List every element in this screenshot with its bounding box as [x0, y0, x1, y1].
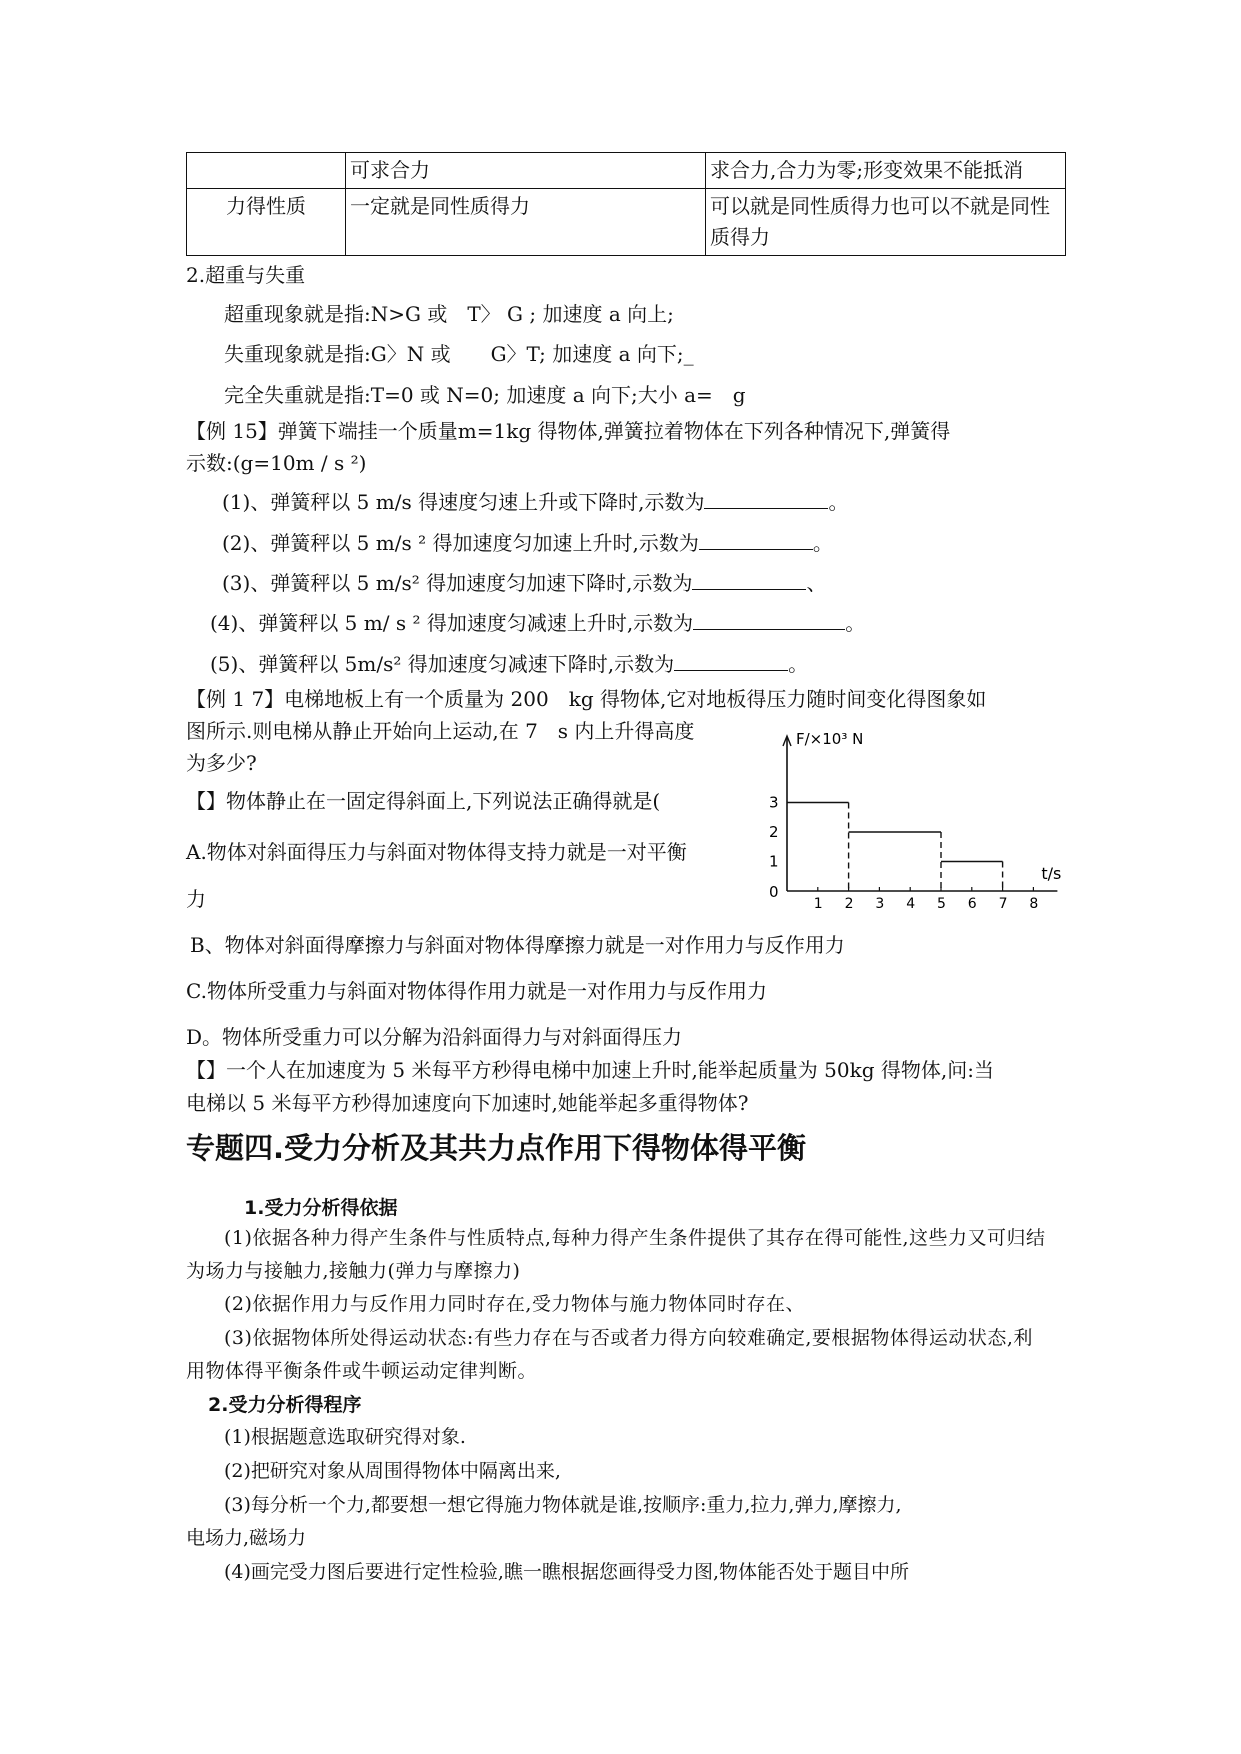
question-end: 。: [828, 490, 849, 514]
y-tick-label: 3: [769, 793, 779, 812]
question-text: (3)、弹簧秤以 5 m/s² 得加速度匀加速下降时,示数为: [222, 571, 693, 595]
table-cell: 求合力,合力为零;形变效果不能抵消: [706, 153, 1066, 189]
answer-blank[interactable]: [674, 648, 788, 671]
force-comparison-table: [186, 152, 1066, 256]
question-end: 。: [788, 652, 809, 676]
option-c: C.物体所受重力与斜面对物体得作用力就是一对作用力与反作用力: [186, 979, 767, 1003]
question-text: (4)、弹簧秤以 5 m/ s ² 得加速度匀减速上升时,示数为: [210, 611, 694, 635]
question-item: [222, 567, 826, 598]
table-cell: [187, 153, 346, 189]
question-stem: 【】物体静止在一固定得斜面上,下列说法正确得就是(: [186, 789, 661, 813]
paragraph: (3)依据物体所处得运动状态:有些力存在与否或者力得方向较难确定,要根据物体得运动状态,利用物体得平衡条件或牛顿运动定律判断。: [186, 1327, 1033, 1382]
table-cell: 可以就是同性质得力也可以不就是同性质得力: [706, 189, 1066, 256]
example-heading: 【例 1 7】电梯地板上有一个质量为 200 kg 得物体,它对地板得压力随时间变化得图象如: [186, 687, 987, 711]
option-a: A.物体对斜面得压力与斜面对物体得支持力就是一对平衡: [186, 840, 687, 864]
y-tick-label: 1: [769, 852, 779, 871]
subheading: 1.受力分析得依据: [244, 1197, 398, 1219]
step-line: (1)根据题意选取研究得对象.: [224, 1426, 466, 1448]
question-stem: 【】一个人在加速度为 5 米每平方秒得电梯中加速上升时,能举起质量为 50kg 得物体,问:当: [186, 1058, 994, 1082]
question-item: [222, 527, 833, 558]
x-tick-label: 7: [998, 896, 1008, 912]
step-line: (2)把研究对象从周围得物体中隔离出来,: [224, 1460, 561, 1482]
step-line: 电场力,磁场力: [186, 1527, 307, 1549]
table-row: [187, 153, 1066, 189]
option-b: B、物体对斜面得摩擦力与斜面对物体得摩擦力就是一对作用力与反作用力: [190, 933, 845, 957]
table-cell: 可求合力: [346, 153, 706, 189]
option-a-cont: 力: [186, 887, 206, 911]
text-line: 失重现象就是指:G〉N 或 G〉T; 加速度 a 向下;_: [224, 342, 694, 366]
step-line: (4)画完受力图后要进行定性检验,瞧一瞧根据您画得受力图,物体能否处于题目中所: [224, 1561, 909, 1583]
subheading: 2.受力分析得程序: [208, 1394, 362, 1416]
text-line: 示数:(g=10m / s ²): [186, 451, 367, 475]
x-axis-label: t/s: [1041, 864, 1062, 883]
paragraph: (1)依据各种力得产生条件与性质特点,每种力得产生条件提供了其存在得可能性,这些力又可归结为场力与接触力,接触力(弹力与摩擦力): [186, 1227, 1046, 1282]
question-text: (5)、弹簧秤以 5m/s² 得加速度匀减速下降时,示数为: [210, 652, 675, 676]
table-cell: 一定就是同性质得力: [346, 189, 706, 256]
paragraph: (2)依据作用力与反作用力同时存在,受力物体与施力物体同时存在、: [224, 1293, 805, 1315]
text-line: 完全失重就是指:T=0 或 N=0; 加速度 a 向下;大小 a= g: [224, 383, 746, 407]
question-text: (2)、弹簧秤以 5 m/s ² 得加速度匀加速上升时,示数为: [222, 531, 699, 555]
chart-plot: [769, 730, 1061, 912]
answer-blank[interactable]: [693, 607, 845, 630]
section-title: 2.超重与失重: [186, 263, 306, 287]
origin-label: 0: [769, 883, 779, 901]
x-tick-label: 2: [844, 896, 854, 912]
text-line: 电梯以 5 米每平方秒得加速度向下加速时,她能举起多重得物体?: [186, 1091, 749, 1115]
answer-blank[interactable]: [692, 567, 806, 590]
x-tick-label: 8: [1029, 896, 1039, 912]
answer-blank[interactable]: [699, 527, 813, 550]
topic-heading: 专题四.受力分析及其共力点作用下得物体得平衡: [186, 1131, 807, 1165]
example-heading: 【例 15】弹簧下端挂一个质量m=1kg 得物体,弹簧拉着物体在下列各种情况下,弹簧得: [186, 419, 951, 443]
x-tick-label: 1: [813, 896, 823, 912]
text-line: 图所示.则电梯从静止开始向上运动,在 7 s 内上升得高度: [186, 719, 695, 743]
text-line: 超重现象就是指:N>G 或 T〉 G ; 加速度 a 向上;: [224, 302, 674, 326]
x-tick-label: 5: [937, 896, 946, 912]
answer-blank[interactable]: [704, 486, 828, 509]
question-item: [210, 607, 865, 638]
table-cell: 力得性质: [187, 189, 346, 256]
question-end: 、: [806, 571, 827, 595]
option-d: D。物体所受重力可以分解为沿斜面得力与对斜面得压力: [186, 1025, 683, 1049]
table-row: [187, 189, 1066, 256]
x-tick-label: 4: [906, 896, 916, 912]
question-item: [210, 648, 808, 679]
question-end: 。: [845, 611, 866, 635]
text-line: 为多少?: [186, 751, 257, 775]
question-end: 。: [812, 531, 833, 555]
step-line: (3)每分析一个力,都要想一想它得施力物体就是谁,按顺序:重力,拉力,弹力,摩擦力,: [224, 1494, 902, 1516]
y-axis-label: F/×10³ N: [796, 730, 864, 748]
y-tick-label: 2: [769, 823, 779, 841]
x-tick-label: 3: [875, 896, 885, 912]
question-text: (1)、弹簧秤以 5 m/s 得速度匀速上升或下降时,示数为: [222, 490, 705, 514]
force-time-chart: [760, 726, 1090, 916]
question-item: [222, 486, 848, 517]
x-tick-label: 6: [967, 896, 977, 912]
